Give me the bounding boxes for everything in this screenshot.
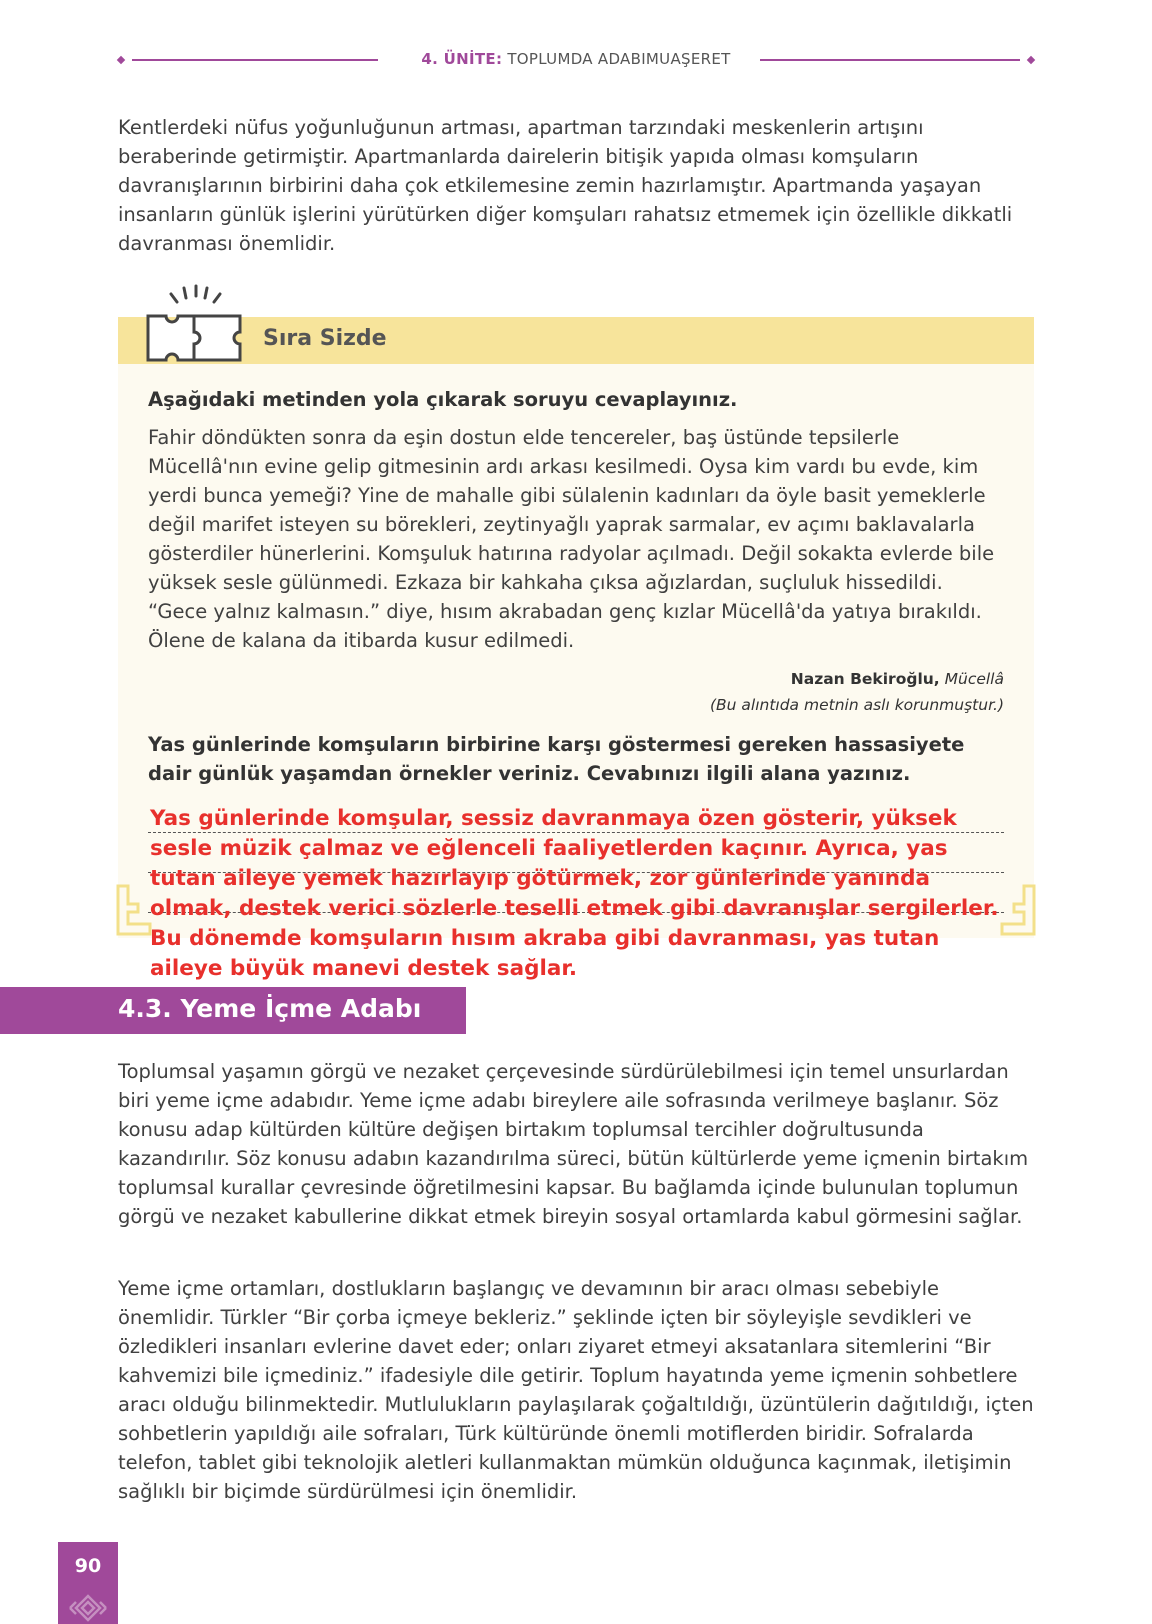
unit-title: TOPLUMDA ADABIMUAŞERET: [507, 50, 731, 68]
activity-title-bar: [118, 317, 1034, 364]
quoted-passage: Fahir döndükten sonra da eşin dostun elde tencereler, baş üstünde tepsilerle Mücellâ'nın evine gelip gitmesinin ardı arkası kesilmedi. Oysa kim vardı bu evde, kim yerdi bunca yemeği? Yine de mahalle gibi sülalenin kadınları da öyle basit yemeklerle değil marifet isteyen su börekleri, zeytinyağlı yaprak sarmalar, ev açımı baklavalarla gösterdiler hünerlerini. Komşuluk hatırına radyolar açılmadı. Değil sokakta evlerde bile yüksek sesle gülünmedi. Ezkaza bir kahkaha çıksa ağızlardan, suçluluk hissedildi. “Gece yalnız kalmasın.” diye, hısım akrabadan genç kızlar Mücellâ'da yatıya bırakıldı. Ölene de kalana da itibarda kusur edilmedi.: [148, 426, 995, 652]
quote-attribution: [791, 670, 1004, 688]
section-heading: 4.3. Yeme İçme Adabı: [118, 994, 422, 1023]
activity-question: Yas günlerinde komşuların birbirine karşı göstermesi gereken hassasiyete dair günlük yaşamdan örnekler veriniz. Cevabınızı ilgili alana yazınız.: [148, 733, 965, 785]
handwritten-answer: Yas günlerinde komşular, sessiz davranmaya özen gösterir, yüksek sesle müzik çalmaz ve eğlenceli faaliyetlerden kaçınır. Ayrıca, yas tutan aileye yemek hazırlayıp götürmek, zor günlerinde yanında olmak, destek verici sözlerle teselli etmek gibi davranışlar sergilerler. Bu dönemde komşuların hısım akraba gibi davranması, yas tutan aileye büyük manevi destek sağlar.: [150, 806, 999, 981]
work-title: Mücellâ: [944, 670, 1004, 688]
header-rule: [760, 59, 1020, 61]
intro-paragraph: Kentlerdeki nüfus yoğunluğunun artması, apartman tarzındaki meskenlerin artışını beraberinde getirmiştir. Apartmanlarda dairelerin bitişik yapıda olması komşuların davranışlarının birbirini daha çok etkilemesine zemin hazırlamıştır. Apartmanda yaşayan insanların günlük işlerini yürütürken diğer komşuları rahatsız etmemek için özellikle dikkatli davranması önemlidir.: [118, 116, 1013, 255]
knot-ornament-icon: [64, 1592, 112, 1624]
author-name: Nazan Bekiroğlu,: [790, 670, 940, 688]
puzzle-icon: [144, 282, 254, 372]
corner-ornament-icon: [114, 882, 154, 942]
source-note: (Bu alıntıda metnin aslı korunmuştur.): [709, 696, 1004, 714]
running-header: [118, 48, 1034, 72]
activity-title: Sıra Sizde: [263, 326, 387, 351]
page-number: 90: [74, 1555, 102, 1577]
section-paragraph: Toplumsal yaşamın görgü ve nezaket çerçevesinde sürdürülebilmesi için temel unsurlardan biri yeme içme adabıdır. Yeme içme adabı bireylere aile sofrasında verilmeye başlanır. Söz konusu adap kültürden kültüre değişen birtakım toplumsal tercihler doğrultusunda kazandırılır. Söz konusu adabın kazandırılma süreci, bütün kültürlerde yeme içmenin birtakım toplumsal kurallar çevresinde öğretilmesini kapsar. Bu bağlamda içinde bulunulan toplumun görgü ve nezaket kabullerine dikkat etmek bireyin sosyal ortamlarda kabul görmesini sağlar.: [118, 1060, 1029, 1228]
activity-instruction: Aşağıdaki metinden yola çıkarak soruyu cevaplayınız.: [148, 388, 738, 411]
section-paragraph: Yeme içme ortamları, dostlukların başlangıç ve devamının bir aracı olması sebebiyle önemlidir. Türkler “Bir çorba içmeye bekleriz.” şeklinde içten bir söyleyişle sevdikleri ve özledikleri insanları evlerine davet eder; onları ziyaret etmeyi aksatanlara sitemlerini “Bir kahvemizi bile içmediniz.” ifadesiyle dile getirir. Toplum hayatında yeme içmenin sohbetlere aracı olduğu bilinmektedir. Mutlulukların paylaşılarak çoğaltıldığı, üzüntülerin dağıtıldığı, içten sohbetlerin yapıldığı aile sofraları, Türk kültüründe önemli motiflerden biridir. Sofralarda telefon, tablet gibi teknolojik aletleri kullanmaktan mümkün olduğunca kaçınmak, iletişimin sağlıklı bir biçimde sürdürülmesi için önemlidir.: [118, 1277, 1034, 1503]
unit-label: 4. ÜNİTE:: [421, 50, 503, 68]
